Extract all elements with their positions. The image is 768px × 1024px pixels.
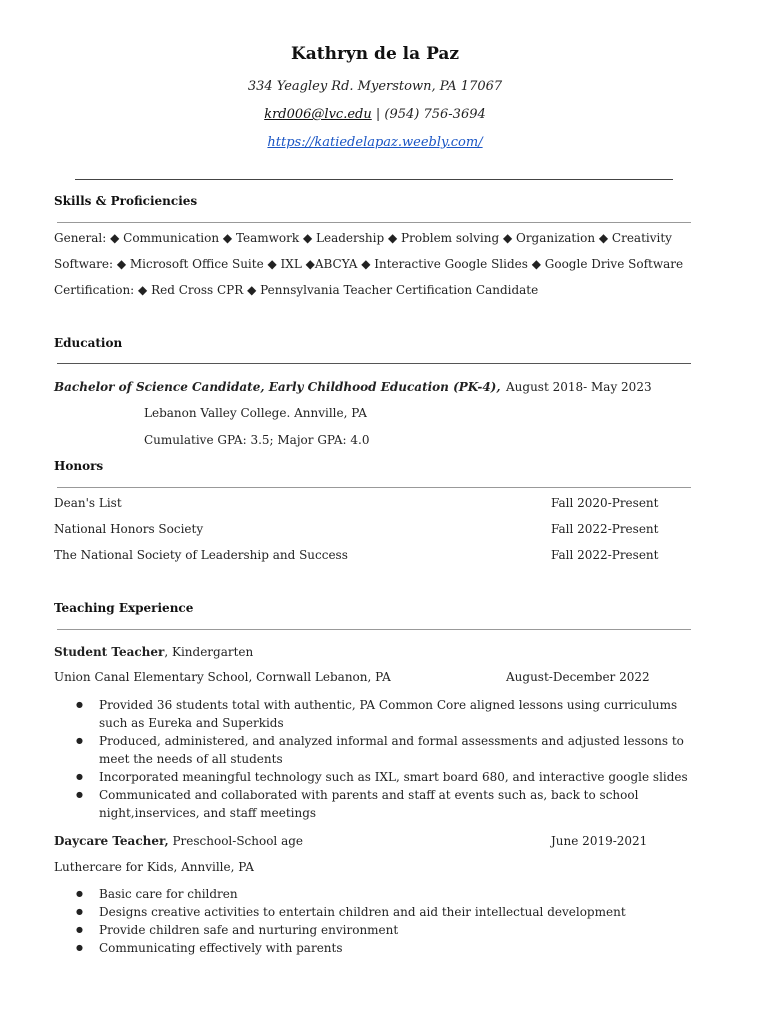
phone: (954) 756-3694	[384, 107, 486, 122]
list-item: ● Basic care for children	[54, 885, 694, 903]
skills-software: Software: ◆ Microsoft Office Suite ◆ IXL ◆ABCYA ◆ Interactive Google Slides ◆ Google Drive Software	[54, 257, 684, 271]
job-role: Student Teacher	[54, 645, 165, 659]
skills-certification: Certification: ◆ Red Cross CPR ◆ Pennsylvania Teacher Certification Candidate	[54, 283, 539, 297]
job-dates: June 2019-2021	[551, 834, 648, 848]
honor-name: The National Society of Leadership and Success	[54, 548, 348, 562]
contact-line	[0, 107, 750, 122]
education-heading: Education	[54, 336, 123, 350]
degree-title: Bachelor of Science Candidate, Early Childhood Education (PK-4),	[54, 380, 501, 394]
job-place: Luthercare for Kids, Annville, PA	[54, 860, 254, 874]
school-name: Lebanon Valley College. Annville, PA	[144, 406, 367, 420]
list-item: ● Communicating effectively with parents	[54, 939, 694, 957]
honors-heading: Honors	[54, 459, 104, 473]
skills-general: General: ◆ Communication ◆ Teamwork ◆ Leadership ◆ Problem solving ◆ Organization ◆ Creativity	[54, 231, 672, 245]
address: 334 Yeagley Rd. Myerstown, PA 17067	[247, 79, 503, 94]
job-level: , Kindergarten	[164, 645, 254, 659]
job-role: Daycare Teacher,	[54, 834, 169, 848]
list-item: ● Designs creative activities to entertain children and aid their intellectual development	[54, 903, 694, 921]
honor-date: Fall 2020-Present	[551, 496, 659, 510]
website-link[interactable]: https://katiedelapaz.weebly.com/	[267, 135, 483, 150]
honor-name: Dean's List	[54, 496, 122, 510]
experience-divider	[57, 629, 691, 630]
job-place: Union Canal Elementary School, Cornwall Lebanon, PA	[54, 670, 391, 684]
job-title-line	[54, 645, 253, 659]
skills-divider	[57, 222, 691, 223]
list-item: ● Incorporated meaningful technology such as IXL, smart board 680, and interactive google slides	[54, 768, 694, 786]
gpa: Cumulative GPA: 3.5; Major GPA: 4.0	[144, 433, 370, 447]
job-level: Preschool-School age	[168, 834, 304, 848]
job-title-line	[54, 834, 303, 848]
list-item: ● Provided 36 students total with authentic, PA Common Core aligned lessons using curriculums such as Eureka and Superkids	[54, 696, 694, 732]
skills-heading: Skills & Proficiencies	[54, 194, 198, 208]
contact-separator: |	[371, 107, 385, 122]
degree-dates: August 2018- May 2023	[506, 380, 652, 394]
job-dates: August-December 2022	[506, 670, 650, 684]
job-duties-list	[54, 696, 694, 822]
honors-divider	[57, 487, 691, 488]
experience-heading: Teaching Experience	[54, 601, 194, 615]
honor-date: Fall 2022-Present	[551, 548, 659, 562]
list-item: ● Provide children safe and nurturing environment	[54, 921, 694, 939]
email-link[interactable]: krd006@lvc.edu	[264, 107, 372, 122]
header-divider	[75, 179, 673, 180]
candidate-name: Kathryn de la Paz	[290, 44, 460, 64]
list-item: ● Communicated and collaborated with parents and staff at events such as, back to school night,inservices, and staff meetings	[54, 786, 694, 822]
job-duties-list	[54, 885, 694, 957]
education-divider	[57, 363, 691, 364]
honor-date: Fall 2022-Present	[551, 522, 659, 536]
list-item: ● Produced, administered, and analyzed informal and formal assessments and adjusted lessons to meet the needs of all students	[54, 732, 694, 768]
honor-name: National Honors Society	[54, 522, 204, 536]
